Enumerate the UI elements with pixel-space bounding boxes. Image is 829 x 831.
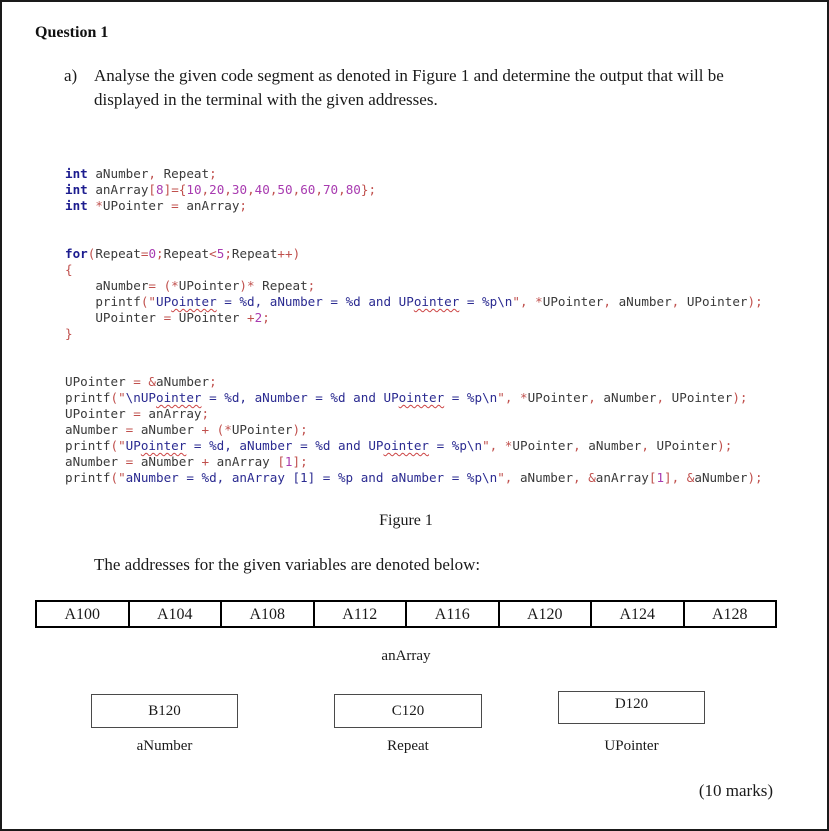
code-token-op: , (201, 182, 210, 197)
code-token-id: aNumber (87, 166, 149, 181)
code-token-id: anArray (148, 406, 202, 421)
code-line (65, 214, 763, 230)
code-token-id: UPointer (65, 374, 126, 389)
code-token-id: anArray (87, 182, 149, 197)
code-token-op: ); (292, 422, 308, 437)
code-token-num: 5 (216, 246, 225, 261)
code-line (65, 262, 763, 278)
code-token-op: ; (224, 246, 232, 261)
code-token-id: Repeat (231, 246, 278, 261)
question-part (64, 64, 770, 112)
code-token-op: ); (747, 470, 763, 485)
code-line (65, 198, 763, 214)
code-token-id: printf (65, 438, 111, 453)
code-token-sq: ointer (383, 438, 429, 453)
code-token-op: ; (209, 166, 217, 181)
code-token-op: , (224, 182, 232, 197)
code-token-op: + (* (193, 422, 232, 437)
code-line (65, 342, 763, 358)
question-title: Question 1 (35, 24, 109, 41)
code-token-num: 70 (322, 182, 339, 197)
code-token-id: UPointer (178, 310, 240, 325)
code-token-num: 80 (345, 182, 361, 197)
variable-label-Repeat: Repeat (387, 738, 429, 754)
code-token-sq: ointer (140, 438, 187, 453)
code-line (65, 246, 763, 262)
address-cell: A116 (407, 602, 500, 626)
code-token-op: ", (497, 470, 520, 485)
code-token-kw: int (65, 182, 88, 197)
code-token-op: < (209, 246, 217, 261)
code-line (65, 422, 763, 438)
code-token-op: , (148, 166, 157, 181)
code-token-op: , (338, 182, 346, 197)
marks-label: (10 marks) (698, 781, 773, 800)
code-token-op: , (588, 390, 604, 405)
code-token-id: aNumber (65, 454, 119, 469)
code-token-id: aNumber (694, 470, 748, 485)
code-line (65, 278, 763, 294)
code-token-str: aNumber = %d, anArray [1] = %p and aNumber = %p\n (125, 470, 498, 485)
code-token-str: = %p\n (444, 390, 498, 405)
variable-box-aNumber: B120 (91, 694, 238, 728)
code-token-op: + (239, 310, 255, 325)
code-token-id: UPointer (102, 198, 164, 213)
code-token-op: , & (573, 470, 596, 485)
code-token-op: (" (110, 438, 126, 453)
code-token-op: ]; (292, 454, 308, 469)
code-token-str: = %d, aNumber = %d and UP (186, 438, 384, 453)
code-token-id: aNumber (588, 438, 642, 453)
code-token-str: = %d, aNumber = %d and UP (216, 294, 414, 309)
code-token-id: printf (65, 470, 111, 485)
code-token-op: = (118, 454, 141, 469)
address-cell: A112 (315, 602, 408, 626)
code-token-id: Repeat (262, 278, 308, 293)
variable-box-Repeat: C120 (334, 694, 482, 728)
address-cell: A108 (222, 602, 315, 626)
code-token-id: UPointer (527, 390, 589, 405)
code-token-op: (" (110, 390, 126, 405)
code-line (65, 438, 763, 454)
figure-caption: Figure 1 (379, 512, 433, 529)
code-token-op: , (603, 294, 619, 309)
code-line (65, 390, 763, 406)
code-token-id: aNumber (140, 422, 194, 437)
code-token-sq: ointer (398, 390, 445, 405)
code-token-op: * (87, 198, 103, 213)
code-token-id: UPointer (671, 390, 733, 405)
code-token-str: \nUP (125, 390, 157, 405)
code-token-op: { (65, 262, 73, 277)
code-token-op: ", * (512, 294, 543, 309)
code-token-id: anArray (186, 198, 240, 213)
code-token-id: aNumber (618, 294, 672, 309)
code-token-id: UPointer (231, 422, 293, 437)
code-token-op: ], & (664, 470, 695, 485)
code-token-num: 1 (284, 454, 293, 469)
code-line (65, 358, 763, 374)
variable-box-UPointer: D120 (558, 691, 705, 724)
code-token-op: ; (156, 246, 164, 261)
code-line (65, 310, 763, 326)
code-token-op: ", * (482, 438, 513, 453)
code-token-sq: ointer (171, 294, 217, 309)
code-token-str: UP (156, 294, 172, 309)
code-token-op: = (125, 406, 149, 421)
code-token-op: , (315, 182, 323, 197)
code-token-op: = & (125, 374, 157, 389)
code-token-op: (" (140, 294, 156, 309)
code-token-op: } (65, 326, 73, 341)
code-token-id: aNumber (603, 390, 657, 405)
addresses-intro: The addresses for the given variables are denoted below: (94, 555, 481, 574)
code-token-op: , (573, 438, 589, 453)
code-token-op: ); (747, 294, 763, 309)
code-token-op: = (118, 422, 141, 437)
code-token-num: 30 (231, 182, 248, 197)
variable-label-UPointer: UPointer (604, 738, 659, 754)
address-cell: A120 (500, 602, 593, 626)
code-token-str: = %d, aNumber = %d and UP (201, 390, 399, 405)
code-token-str: = %p\n (428, 438, 483, 453)
code-token-op: ++) (277, 246, 301, 261)
address-cell: A128 (711, 606, 748, 623)
code-token-id: anArray (216, 454, 270, 469)
array-label: anArray (381, 648, 431, 664)
code-token-op: = (156, 310, 179, 325)
code-token-id: UPointer (65, 310, 156, 325)
code-line (65, 182, 763, 198)
code-token-id: UPointer (178, 278, 240, 293)
code-token-op: ]={ (163, 182, 187, 197)
code-token-op: ( (87, 246, 96, 261)
code-token-num: 0 (148, 246, 157, 261)
code-token-id: aNumber (65, 422, 119, 437)
code-token-num: 20 (209, 182, 225, 197)
address-cell: A124 (592, 602, 685, 626)
code-token-id: aNumber (65, 278, 149, 293)
code-token-op: + (193, 454, 217, 469)
part-text: Analyse the given code segment as denoted in Figure 1 and determine the output that will be displayed in the terminal with the given addresses. (94, 66, 724, 109)
code-token-id: UPointer (656, 438, 718, 453)
code-token-op: ); (717, 438, 733, 453)
code-token-op: ; (307, 278, 316, 293)
code-line (65, 470, 763, 486)
code-token-op: ", * (497, 390, 528, 405)
code-token-kw: for (65, 246, 88, 261)
code-token-id: aNumber (140, 454, 194, 469)
code-line (65, 166, 763, 182)
code-line (65, 326, 763, 342)
code-token-sq: ointer (413, 294, 460, 309)
address-cell: A100 (37, 602, 130, 626)
code-token-num: 8 (156, 182, 164, 197)
code-token-op: [ (148, 182, 157, 197)
code-token-kw: int (65, 166, 88, 181)
address-cell: A104 (130, 602, 223, 626)
code-token-op: = (163, 198, 187, 213)
code-token-num: 50 (277, 182, 293, 197)
code-token-kw: int (65, 198, 88, 213)
code-token-op: (" (110, 470, 126, 485)
code-token-op: )* (239, 278, 263, 293)
code-token-str: = %p\n (459, 294, 513, 309)
code-token-op: ); (732, 390, 748, 405)
code-line (65, 294, 763, 310)
code-token-id: printf (65, 390, 111, 405)
code-token-op: ; (239, 198, 248, 213)
code-token-id: aNumber (156, 374, 210, 389)
code-token-num: 60 (300, 182, 316, 197)
code-token-op: }; (360, 182, 377, 197)
code-token-op: , (269, 182, 278, 197)
code-token-op: , (671, 294, 687, 309)
code-token-str: UP (125, 438, 141, 453)
code-token-id: UPointer (512, 438, 574, 453)
code-token-num: 10 (186, 182, 202, 197)
code-token-op: , (641, 438, 657, 453)
code-token-op: = (140, 246, 149, 261)
code-token-sq: ointer (156, 390, 202, 405)
code-line (65, 406, 763, 422)
address-table (35, 600, 777, 628)
code-token-id: UPointer (65, 406, 126, 421)
code-token-id: UPointer (542, 294, 604, 309)
code-line (65, 230, 763, 246)
code-token-num: 2 (254, 310, 263, 325)
code-token-op: ; (209, 374, 217, 389)
code-token-num: 1 (656, 470, 665, 485)
code-token-op: , (292, 182, 301, 197)
code-token-op: = (* (148, 278, 179, 293)
part-label: a) (64, 66, 78, 85)
code-token-id: Repeat (163, 246, 210, 261)
code-token-op: , (656, 390, 672, 405)
code-token-id: UPointer (686, 294, 748, 309)
code-token-id: anArray (595, 470, 649, 485)
code-token-num: 40 (254, 182, 270, 197)
code-token-op: , (247, 182, 255, 197)
code-token-op: ; (201, 406, 210, 421)
code-token-op: ; (262, 310, 270, 325)
code-line (65, 374, 763, 390)
code-token-id: printf (65, 294, 141, 309)
code-token-op: [ (648, 470, 657, 485)
code-line (65, 454, 763, 470)
code-token-op: [ (269, 454, 285, 469)
code-token-id: aNumber (519, 470, 574, 485)
code-token-id: Repeat (95, 246, 141, 261)
code-block (65, 166, 763, 486)
code-token-id: Repeat (156, 166, 210, 181)
variable-label-aNumber: aNumber (136, 738, 193, 754)
